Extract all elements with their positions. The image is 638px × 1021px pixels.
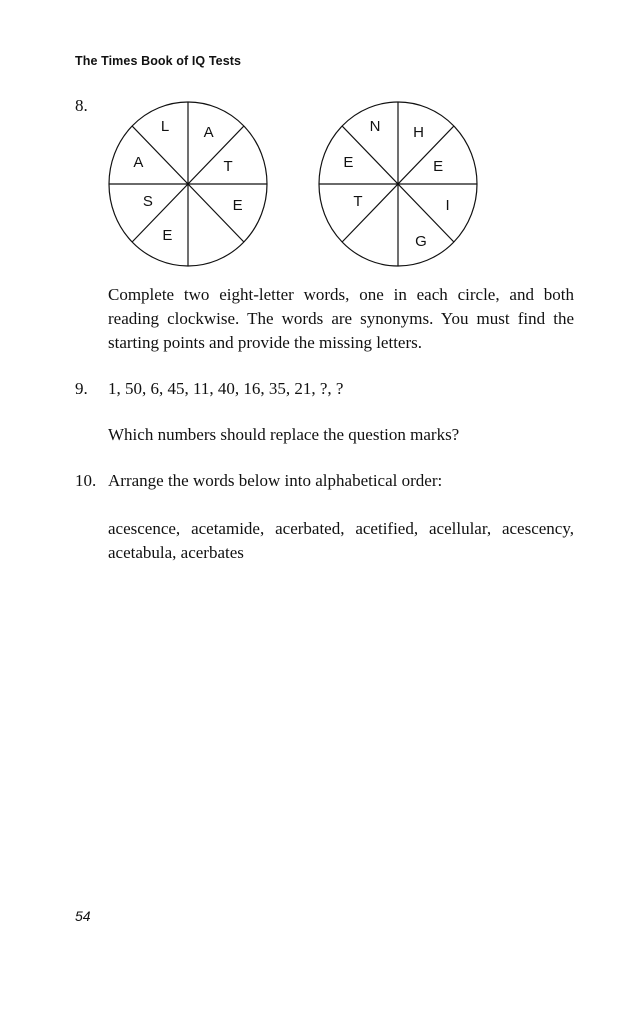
letter-wheel-right [317,100,479,270]
running-head: The Times Book of IQ Tests [75,54,242,68]
wheel-letter: H [413,124,425,141]
wheel-letter: E [162,227,173,244]
wheel-letter: E [343,154,354,172]
question-10-number: 10. [75,471,97,490]
question-9-sequence: 1, 50, 6, 45, 11, 40, 16, 35, 21, ?, ? [108,379,344,398]
letter-wheel-left [107,100,269,270]
question-10-instruction: Arrange the words below into alphabetical order: [108,471,443,490]
question-9-number: 9. [75,379,88,398]
wheel-letter: I [445,196,450,214]
question-8-text: Complete two eight-letter words, one in each circle, and both reading clockwise. The words are synonyms. You must find the starting points and provide the missing letters. [108,285,574,352]
wheel-letter: A [203,124,214,141]
question-10-word-list: acescence, acetamide, acerbated, acetified, acellular, acescency, acetabula, acerbates [108,519,574,562]
wheel-letter: E [232,196,243,214]
wheel-left-outline [109,102,267,266]
question-9-question: Which numbers should replace the question marks? [108,425,460,444]
page-number: 54 [75,908,91,924]
wheel-letter: N [369,117,381,135]
wheel-letter: L [160,117,170,135]
wheel-letter: A [133,154,144,172]
wheel-right-outline [319,102,477,266]
wheel-letter: T [353,192,363,210]
question-8-number: 8. [75,96,88,115]
wheel-letter: S [142,192,153,210]
wheel-letter: T [223,158,233,176]
wheel-letter: G [415,233,427,251]
wheel-letter: E [433,158,444,176]
